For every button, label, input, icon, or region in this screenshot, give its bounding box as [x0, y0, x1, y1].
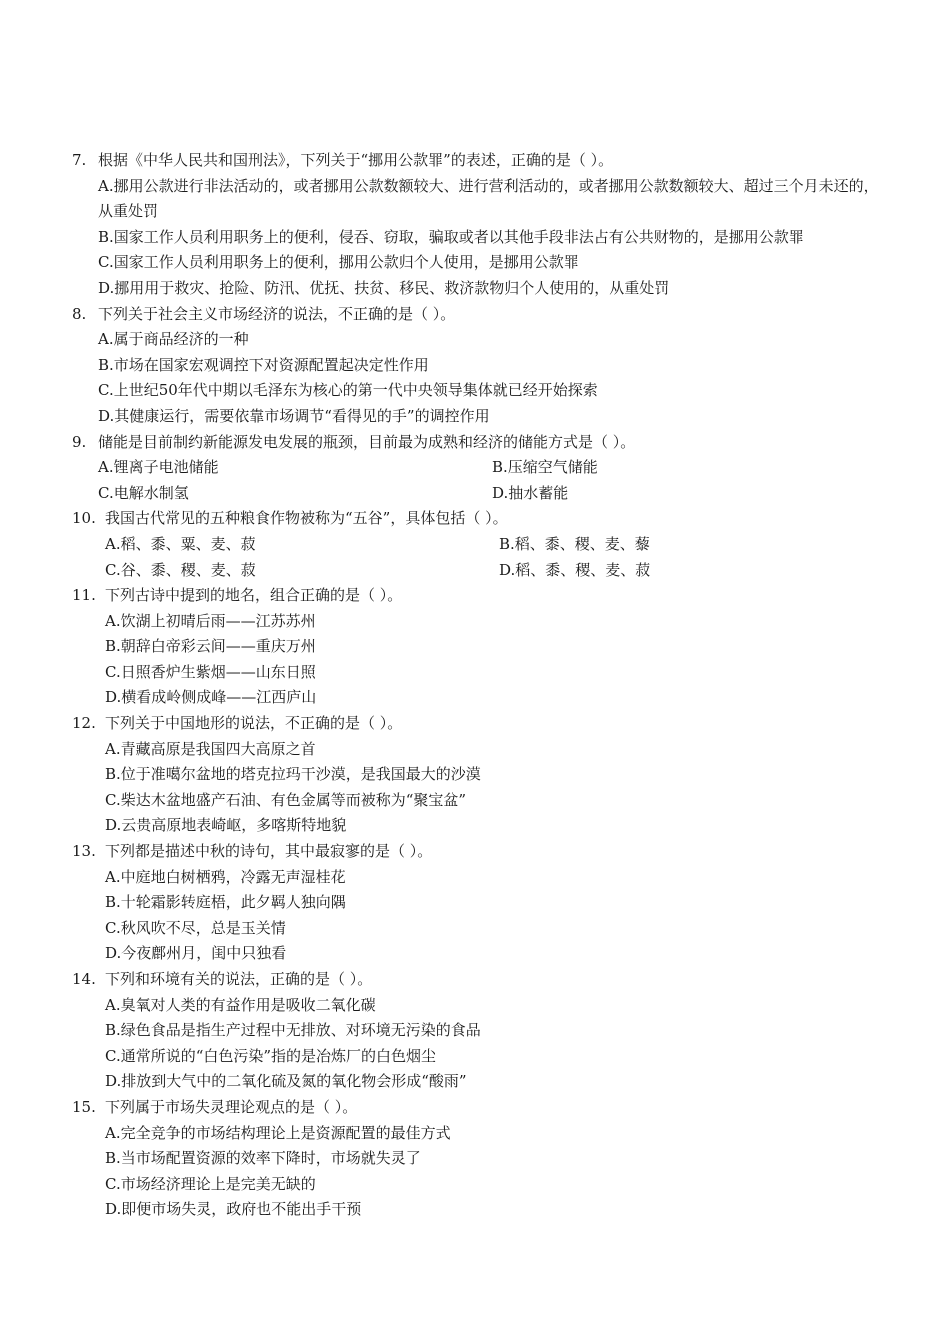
question-text: 下列都是描述中秋的诗句，其中最寂寥的是（ ）。: [105, 842, 433, 861]
question-text: 根据《中华人民共和国刑法》，下列关于“挪用公款罪”的表述，正确的是（ ）。: [98, 151, 614, 169]
question-stem: [72, 430, 882, 456]
question-stem: [72, 967, 882, 993]
option-d: D.今夜鄜州月，闺中只独看: [105, 944, 287, 963]
question-stem: [72, 839, 882, 865]
option-c: C.谷、黍、稷、麦、菽: [105, 560, 256, 579]
option-b: B.稻、黍、稷、麦、藜: [499, 534, 650, 553]
question-text: 下列古诗中提到的地名，组合正确的是（ ）。: [105, 586, 403, 605]
question-number: 14.: [72, 970, 96, 988]
question-number: 11.: [72, 586, 96, 605]
question-number: 12.: [72, 714, 96, 733]
option-a: A.挪用公款进行非法活动的，或者挪用公款数额较大、进行营利活动的，或者挪用公款数额较大、超过三个月未还的，从重处罚: [98, 176, 879, 221]
question-text: 下列和环境有关的说法，正确的是（ ）。: [105, 970, 373, 988]
option-b: B.绿色食品是指生产过程中无排放、对环境无污染的食品: [105, 1021, 481, 1040]
option-list: [105, 737, 882, 839]
option-a: A.饮湖上初晴后雨——江苏苏州: [105, 611, 316, 630]
option-d: D.抽水蓄能: [492, 483, 569, 502]
option-d: D.即便市场失灵，政府也不能出手干预: [105, 1200, 362, 1219]
option-a: A.锂离子电池储能: [98, 458, 219, 477]
option-b: B.朝辞白帝彩云间——重庆万州: [105, 637, 316, 656]
option-d: D.云贵高原地表崎岖，多喀斯特地貌: [105, 816, 347, 835]
option-d: D.稻、黍、稷、麦、菽: [499, 560, 651, 579]
option-c: C.秋风吹不尽，总是玉关情: [105, 918, 286, 937]
option-d: D.横看成岭侧成峰——江西庐山: [105, 688, 317, 707]
option-b: B.市场在国家宏观调控下对资源配置起决定性作用: [98, 355, 429, 374]
option-a: A.中庭地白树栖鸦，冷露无声湿桂花: [105, 867, 346, 886]
option-a: A.臭氧对人类的有益作用是吸收二氧化碳: [105, 995, 376, 1014]
question-text: 下列属于市场失灵理论观点的是（ ）。: [105, 1097, 358, 1116]
option-b: B.当市场配置资源的效率下降时，市场就失灵了: [105, 1149, 421, 1168]
question-text: 我国古代常见的五种粮食作物被称为“五谷”，具体包括（ ）。: [105, 509, 508, 528]
question-text: 储能是目前制约新能源发电发展的瓶颈，目前最为成熟和经济的储能方式是（ ）。: [98, 432, 636, 451]
option-c: C.电解水制氢: [98, 483, 189, 502]
option-c: C.市场经济理论上是完美无缺的: [105, 1174, 316, 1193]
question-text: 下列关于中国地形的说法，不正确的是（ ）。: [105, 714, 403, 733]
question-8: [72, 302, 882, 430]
question-list: [72, 148, 882, 1223]
option-d: D.排放到大气中的二氧化硫及氮的氧化物会形成“酸雨”: [105, 1072, 467, 1091]
question-7: [72, 148, 882, 302]
option-a: A.青藏高原是我国四大高原之首: [105, 739, 316, 758]
question-stem: [72, 302, 882, 328]
question-stem: [72, 711, 882, 737]
question-stem: [72, 1095, 882, 1121]
question-stem: [72, 148, 882, 174]
option-list: [98, 455, 882, 506]
option-d: D.其健康运行，需要依靠市场调节“看得见的手”的调控作用: [98, 406, 490, 425]
question-number: 7.: [72, 151, 87, 169]
option-c: C.日照香炉生紫烟——山东日照: [105, 662, 316, 681]
question-text: 下列关于社会主义市场经济的说法，不正确的是（ ）。: [98, 304, 456, 323]
option-a: A.完全竞争的市场结构理论上是资源配置的最佳方式: [105, 1123, 451, 1142]
option-c: C.上世纪50年代中期以毛泽东为核心的第一代中央领导集体就已经开始探索: [98, 381, 598, 400]
option-list: [105, 993, 882, 1095]
option-list: [105, 532, 882, 583]
question-stem: [72, 583, 882, 609]
option-list: [105, 865, 882, 967]
question-13: [72, 839, 882, 967]
question-9: [72, 430, 882, 507]
question-number: 10.: [72, 509, 96, 528]
option-list: [105, 1121, 882, 1223]
option-list: [98, 327, 882, 429]
question-15: [72, 1095, 882, 1223]
option-b: B.位于准噶尔盆地的塔克拉玛干沙漠，是我国最大的沙漠: [105, 765, 481, 784]
option-c: C.通常所说的“白色污染”指的是冶炼厂的白色烟尘: [105, 1046, 437, 1065]
option-b: B.国家工作人员利用职务上的便利，侵吞、窃取，骗取或者以其他手段非法占有公共财物的，是挪用公款罪: [98, 227, 804, 246]
question-11: [72, 583, 882, 711]
option-a: A.稻、黍、粟、麦、菽: [105, 534, 256, 553]
question-number: 8.: [72, 304, 87, 323]
option-c: C.国家工作人员利用职务上的便利，挪用公款归个人使用，是挪用公款罪: [98, 253, 579, 272]
option-c: C.柴达木盆地盛产石油、有色金属等而被称为“聚宝盆”: [105, 790, 467, 809]
question-number: 15.: [72, 1097, 96, 1116]
option-list: [98, 174, 882, 302]
question-number: 9.: [72, 432, 87, 451]
option-b: B.压缩空气储能: [492, 458, 598, 477]
option-b: B.十轮霜影转庭梧，此夕羁人独向隅: [105, 893, 346, 912]
question-stem: [72, 506, 882, 532]
question-14: [72, 967, 882, 1095]
option-a: A.属于商品经济的一种: [98, 330, 249, 349]
option-d: D.挪用用于救灾、抢险、防汛、优抚、扶贫、移民、救济款物归个人使用的，从重处罚: [98, 278, 670, 297]
option-list: [105, 609, 882, 711]
question-12: [72, 711, 882, 839]
question-10: [72, 506, 882, 583]
question-number: 13.: [72, 842, 96, 861]
